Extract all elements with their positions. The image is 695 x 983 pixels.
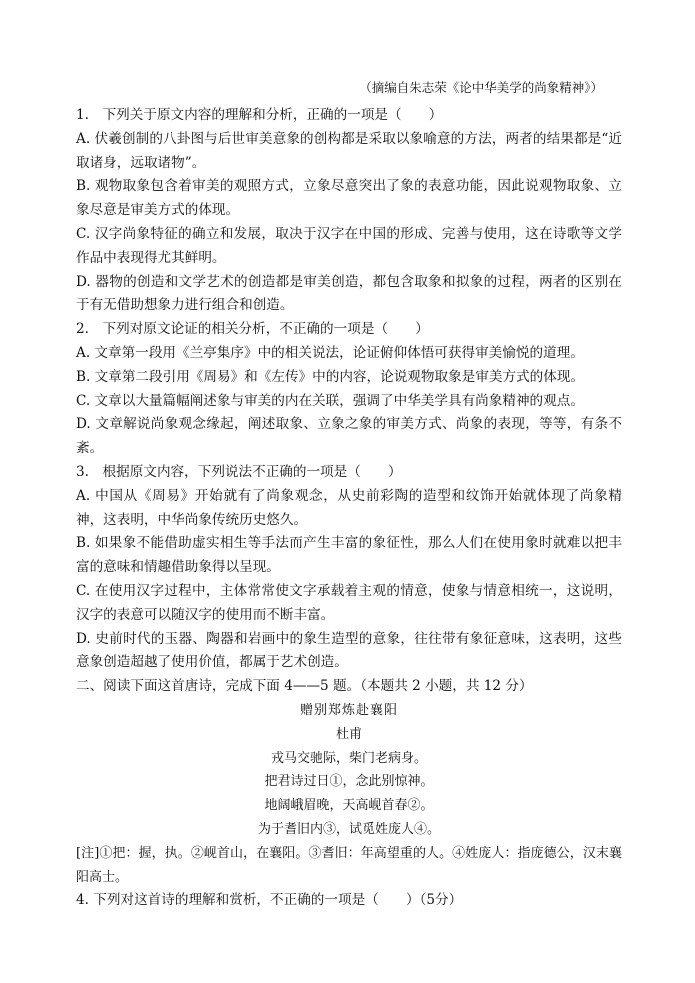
question-2-stem: 2. 下列对原文论证的相关分析，不正确的一项是（ ） <box>76 321 429 338</box>
question-3-stem: 3. 根据原文内容，下列说法不正确的一项是（ ） <box>76 463 402 480</box>
question-1-option-d: D. 器物的创造和文学艺术的创造都是审美创造，都包含取象和拟象的过程，两者的区别在于有无借助想象力进行组合和创造。 <box>76 273 622 314</box>
poem-line: 为于耆旧内③，试觅姓庞人④。 <box>257 821 440 837</box>
question-1-option-c: C. 汉字尚象特征的确立和发展，取决于汉字在中国的形成、完善与使用，这在诗歌等文学作品中表现得尤其鲜明。 <box>76 225 622 266</box>
question-3-option-d: D. 史前时代的玉器、陶器和岩画中的象生造型的意象，往往带有象征意味，这表明，这些意象创造超越了使用价值，都属于艺术创造。 <box>76 630 622 671</box>
question-2-option-d: D. 文章解说尚象观念缘起，阐述取象、立象之象的审美方式、尚象的表现，等等，有条不紊。 <box>76 416 622 457</box>
poem-author: 杜甫 <box>335 726 362 742</box>
question-4-stem: 4. 下列对这首诗的理解和赏析，不正确的一项是（ ）（5分） <box>76 892 463 909</box>
question-1-option-b: B. 观物取象包含着审美的观照方式，立象尽意突出了象的表意功能，因此说观物取象、立象尽意是审美方式的体现。 <box>76 178 622 219</box>
question-2-option-a: A. 文章第一段用《兰亭集序》中的相关说法，论证俯仰体悟可获得审美愉悦的道理。 <box>76 344 584 361</box>
poem-line: 戎马交驰际，柴门老病身。 <box>270 750 427 766</box>
question-2-option-b: B. 文章第二段引用《周易》和《左传》中的内容，论说观物取象是审美方式的体现。 <box>76 368 585 385</box>
poem-line: 把君诗过日①，念此别惊神。 <box>264 774 434 790</box>
poem-title: 赠别郑炼赴襄阳 <box>299 702 398 718</box>
source-citation: （摘编自朱志荣《论中华美学的尚象精神》） <box>359 80 603 95</box>
question-3-option-a: A. 中国从《周易》开始就有了尚象观念，从史前彩陶的造型和纹饰开始就体现了尚象精神，这表明，中华尚象传统历史悠久。 <box>76 487 622 528</box>
question-2-option-c: C. 文章以大量篇幅阐述象与审美的内在关联，强调了中华美学具有尚象精神的观点。 <box>76 392 584 409</box>
content-body <box>76 104 622 913</box>
question-3-option-b: B. 如果象不能借助虚实相生等手法而产生丰富的象征性，那么人们在使用象时就难以把丰富的意味和情趣借助象得以呈现。 <box>76 535 622 576</box>
poem-line: 地阔峨眉晚，天高岘首春②。 <box>264 798 434 814</box>
question-1-option-a: A. 伏羲创制的八卦图与后世审美意象的创构都是采取以象喻意的方法，两者的结果都是“近取诸身，远取诸物”。 <box>76 130 622 171</box>
section-2-heading: 二、阅读下面这首唐诗，完成下面 4——5 题。（本题共 2 小题，共 12 分） <box>76 678 533 695</box>
poem-annotation: [注]①把：握，执。②岘首山，在襄阳。③耆旧：年高望重的人。④姓庞人：指庞德公，汉末襄阳高士。 <box>76 845 622 885</box>
question-3-option-c: C. 在使用汉字过程中，主体常常使文字承载着主观的情意，使象与情意相统一，这说明，汉字的表意可以随汉字的使用而不断丰富。 <box>76 582 622 623</box>
question-1-stem: 1. 下列关于原文内容的理解和分析，正确的一项是（ ） <box>76 107 443 123</box>
